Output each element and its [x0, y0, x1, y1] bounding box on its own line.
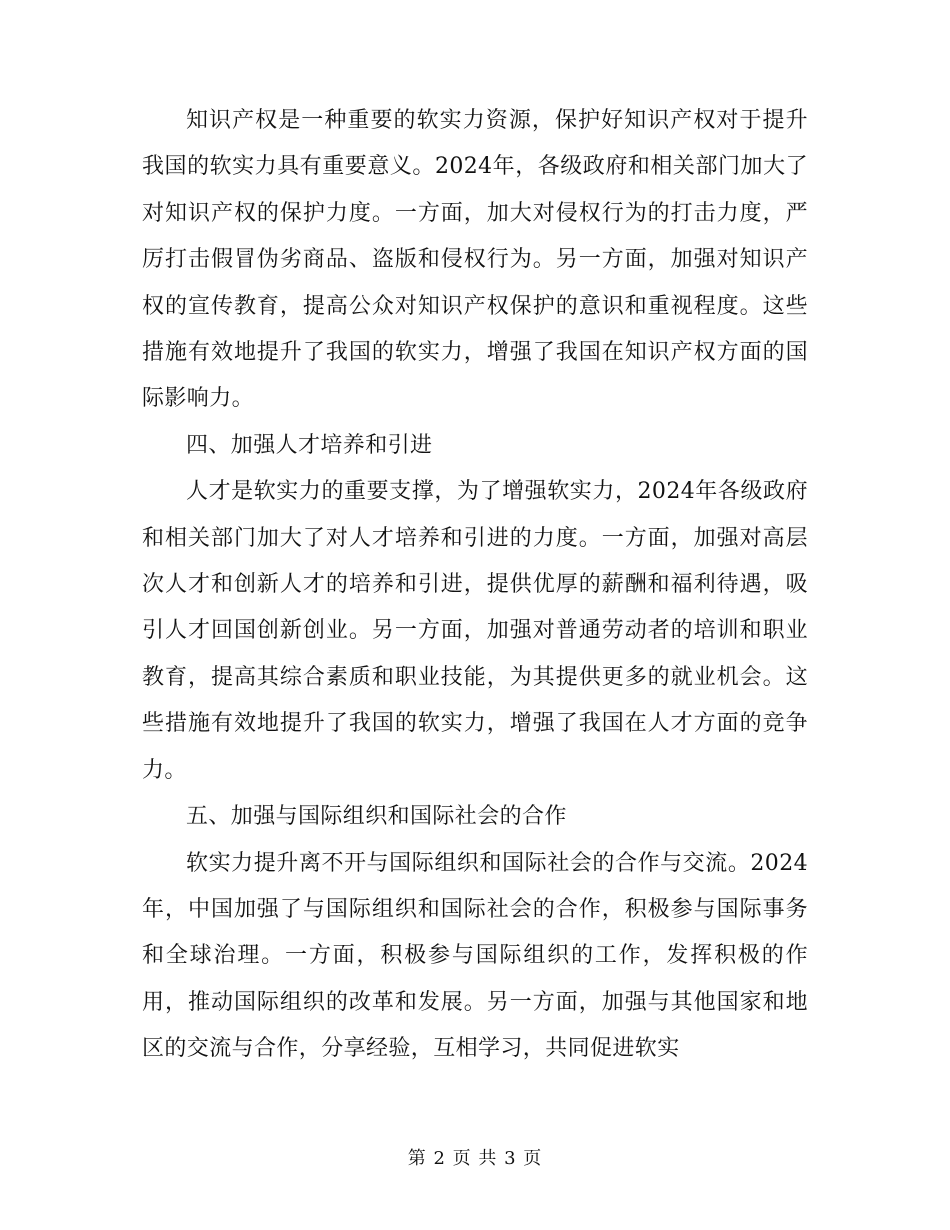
document-body: [142, 98, 808, 1073]
paragraph-talent: 人才是软实力的重要支撑，为了增强软实力，2024年各级政府和相关部门加大了对人才培养和引进的力度。一方面，加强对高层次人才和创新人才的培养和引进，提供优厚的薪酬和福利待遇，吸引人才回国创新创业。另一方面，加强对普通劳动者的培训和职业教育，提高其综合素质和职业技能，为其提供更多的就业机会。这些措施有效地提升了我国的软实力，增强了我国在人才方面的竞争力。: [142, 479, 808, 783]
section-heading-international-cooperation: 五、加强与国际组织和国际社会的合作: [186, 804, 567, 830]
section-heading-talent: 四、加强人才培养和引进: [186, 432, 433, 458]
paragraph-international-cooperation: 软实力提升离不开与国际组织和国际社会的合作与交流。2024年，中国加强了与国际组织和国际社会的合作，积极参与国际事务和全球治理。一方面，积极参与国际组织的工作，发挥积极的作用，推动国际组织的改革和发展。另一方面，加强与其他国家和地区的交流与合作，分享经验，互相学习，共同促进软实: [142, 850, 808, 1062]
page-footer: 第 2 页 共 3 页: [407, 1148, 543, 1169]
paragraph-intellectual-property: 知识产权是一种重要的软实力资源，保护好知识产权对于提升我国的软实力具有重要意义。2024年，各级政府和相关部门加大了对知识产权的保护力度。一方面，加大对侵权行为的打击力度，严厉打击假冒伪劣商品、盗版和侵权行为。另一方面，加强对知识产权的宣传教育，提高公众对知识产权保护的意识和重视程度。这些措施有效地提升了我国的软实力，增强了我国在知识产权方面的国际影响力。: [142, 108, 808, 412]
